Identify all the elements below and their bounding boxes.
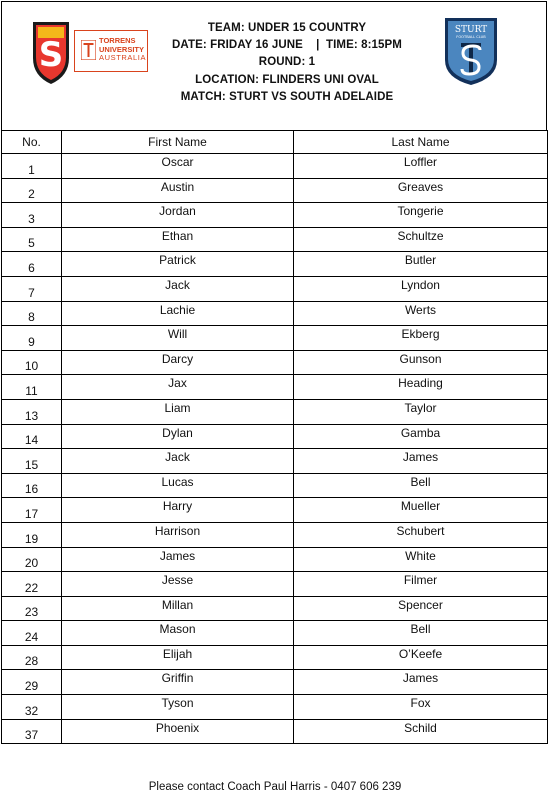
header-first-name: First Name [62, 131, 294, 154]
sponsor-line-2: UNIVERSITY [99, 44, 145, 54]
torrens-university-logo [74, 30, 148, 72]
player-first-name: Oscar [62, 154, 294, 179]
table-row [2, 178, 548, 203]
player-first-name: Lachie [62, 301, 294, 326]
date-time-line: DATE: FRIDAY 16 JUNE | TIME: 8:15PM [172, 39, 402, 52]
player-number: 14 [2, 424, 62, 449]
table-row [2, 276, 548, 301]
player-number: 23 [2, 596, 62, 621]
player-number: 5 [2, 227, 62, 252]
table-row [2, 473, 548, 498]
player-last-name: Spencer [294, 596, 548, 621]
player-number: 7 [2, 276, 62, 301]
player-first-name: Millan [62, 596, 294, 621]
table-row [2, 399, 548, 424]
table-row [2, 203, 548, 228]
torrens-t-icon [81, 40, 96, 60]
table-row [2, 326, 548, 351]
player-first-name: Jordan [62, 203, 294, 228]
player-number: 20 [2, 547, 62, 572]
player-first-name: Jesse [62, 572, 294, 597]
player-number: 11 [2, 375, 62, 400]
player-last-name: Fox [294, 695, 548, 720]
sturt-club-shield-icon [443, 16, 499, 86]
player-first-name: Harrison [62, 522, 294, 547]
player-last-name: James [294, 449, 548, 474]
player-number: 9 [2, 326, 62, 351]
svg-text:STURT: STURT [454, 25, 488, 35]
player-last-name: Gunson [294, 350, 548, 375]
location-line: LOCATION: FLINDERS UNI OVAL [195, 73, 379, 86]
sponsor-line-1: TORRENS [99, 36, 136, 45]
table-body [2, 154, 548, 744]
player-number: 19 [2, 522, 62, 547]
header-box [1, 1, 547, 130]
table-row [2, 695, 548, 720]
player-first-name: James [62, 547, 294, 572]
south-adelaide-shield-icon [30, 18, 72, 86]
table-row [2, 252, 548, 277]
player-last-name: Gamba [294, 424, 548, 449]
player-number: 37 [2, 719, 62, 744]
player-last-name: O’Keefe [294, 645, 548, 670]
player-number: 13 [2, 399, 62, 424]
match-line: MATCH: STURT VS SOUTH ADELAIDE [180, 90, 394, 103]
player-number: 1 [2, 154, 62, 179]
player-number: 24 [2, 621, 62, 646]
player-number: 22 [2, 572, 62, 597]
player-last-name: Heading [294, 375, 548, 400]
svg-text:FOOTBALL CLUB: FOOTBALL CLUB [456, 35, 486, 39]
player-last-name: Loffler [294, 154, 548, 179]
player-last-name: Taylor [294, 399, 548, 424]
player-number: 29 [2, 670, 62, 695]
player-first-name: Dylan [62, 424, 294, 449]
match-details [142, 20, 432, 106]
player-last-name: Bell [294, 621, 548, 646]
team-line: TEAM: UNDER 15 COUNTRY [207, 22, 367, 34]
player-number: 3 [2, 203, 62, 228]
player-first-name: Jack [62, 276, 294, 301]
table-row [2, 522, 548, 547]
player-number: 8 [2, 301, 62, 326]
player-table [1, 130, 548, 744]
player-first-name: Will [62, 326, 294, 351]
player-last-name: Bell [294, 473, 548, 498]
svg-text:S: S [38, 35, 64, 75]
table-row [2, 424, 548, 449]
contact-footer: Please contact Coach Paul Harris - 0407 606 239 [148, 781, 402, 793]
player-first-name: Jack [62, 449, 294, 474]
player-first-name: Lucas [62, 473, 294, 498]
player-first-name: Phoenix [62, 719, 294, 744]
player-number: 32 [2, 695, 62, 720]
table-row [2, 596, 548, 621]
table-row [2, 350, 548, 375]
player-number: 16 [2, 473, 62, 498]
round-line: ROUND: 1 [258, 56, 316, 69]
table-row [2, 498, 548, 523]
player-last-name: White [294, 547, 548, 572]
player-last-name: Lyndon [294, 276, 548, 301]
player-last-name: Mueller [294, 498, 548, 523]
player-first-name: Patrick [62, 252, 294, 277]
player-last-name: Greaves [294, 178, 548, 203]
player-last-name: Butler [294, 252, 548, 277]
player-first-name: Tyson [62, 695, 294, 720]
table-row [2, 572, 548, 597]
player-first-name: Liam [62, 399, 294, 424]
player-last-name: Schubert [294, 522, 548, 547]
table-row [2, 670, 548, 695]
player-number: 15 [2, 449, 62, 474]
player-last-name: Tongerie [294, 203, 548, 228]
player-last-name: Werts [294, 301, 548, 326]
player-last-name: Filmer [294, 572, 548, 597]
table-row [2, 645, 548, 670]
player-last-name: Ekberg [294, 326, 548, 351]
player-number: 17 [2, 498, 62, 523]
player-first-name: Darcy [62, 350, 294, 375]
table-row [2, 719, 548, 744]
player-number: 28 [2, 645, 62, 670]
player-first-name: Elijah [62, 645, 294, 670]
table-row [2, 154, 548, 179]
player-first-name: Mason [62, 621, 294, 646]
header-last-name: Last Name [294, 131, 548, 154]
table-row [2, 621, 548, 646]
player-first-name: Griffin [62, 670, 294, 695]
table-header-row [2, 131, 548, 154]
player-last-name: James [294, 670, 548, 695]
table-row [2, 547, 548, 572]
player-number: 2 [2, 178, 62, 203]
player-number: 10 [2, 350, 62, 375]
sponsor-line-3: AUSTRALIA [99, 53, 147, 62]
player-number: 6 [2, 252, 62, 277]
player-first-name: Ethan [62, 227, 294, 252]
table-row [2, 301, 548, 326]
table-row [2, 375, 548, 400]
player-first-name: Austin [62, 178, 294, 203]
player-last-name: Schultze [294, 227, 548, 252]
table-row [2, 227, 548, 252]
player-last-name: Schild [294, 719, 548, 744]
header-no: No. [2, 131, 62, 154]
player-first-name: Jax [62, 375, 294, 400]
player-first-name: Harry [62, 498, 294, 523]
table-row [2, 449, 548, 474]
